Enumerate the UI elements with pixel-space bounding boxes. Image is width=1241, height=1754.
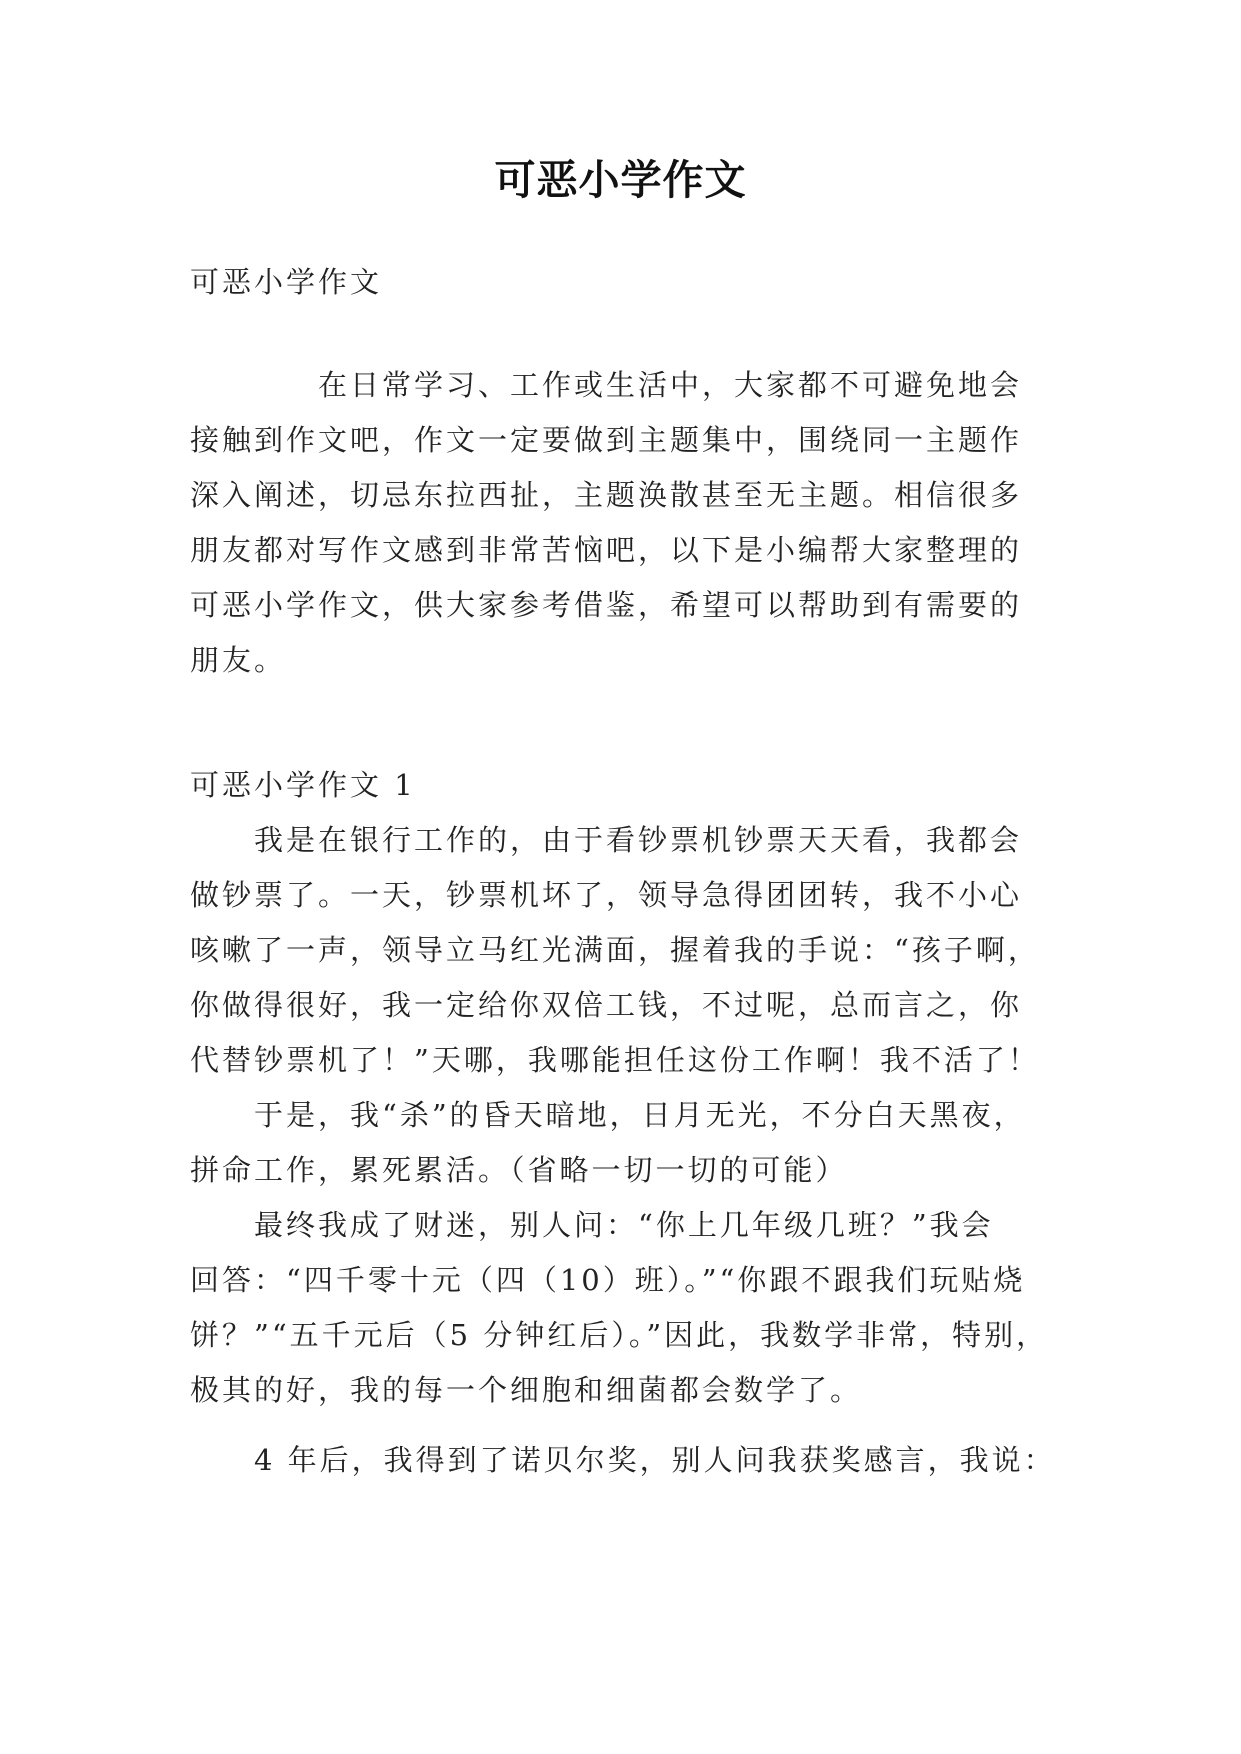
essay-paragraph-line: 回答：“四千零十元（四（10）班）。”“你跟不跟我们玩贴烧: [190, 1263, 1026, 1297]
intro-paragraph-line: 可恶小学作文，供大家参考借鉴，希望可以帮助到有需要的: [190, 588, 1023, 622]
essay-paragraph-line: 4 年后，我得到了诺贝尔奖，别人问我获奖感言，我说：: [190, 1443, 1056, 1477]
essay-paragraph-line: 代替钞票机了！”天哪，我哪能担任这份工作啊！我不活了！: [190, 1043, 1040, 1077]
essay-paragraph-line: 拼命工作，累死累活。（省略一切一切的可能）: [190, 1153, 848, 1187]
essay-paragraph-line: 咳嗽了一声，领导立马红光满面，握着我的手说：“孩子啊，: [190, 933, 1040, 967]
essay-paragraph-line: 极其的好，我的每一个细胞和细菌都会数学了。: [190, 1373, 863, 1407]
intro-paragraph-line: 深入阐述，切忌东拉西扯，主题涣散甚至无主题。相信很多: [190, 478, 1023, 512]
intro-paragraph-line: 朋友都对写作文感到非常苦恼吧，以下是小编帮大家整理的: [190, 533, 1023, 567]
essay-paragraph-line: 最终我成了财迷，别人问：“你上几年级几班？”我会: [190, 1208, 994, 1242]
essay-heading: 可恶小学作文 1: [190, 768, 416, 802]
section-heading: 可恶小学作文: [190, 265, 383, 299]
essay-paragraph-line: 做钞票了。一天，钞票机坏了，领导急得团团转，我不小心: [190, 878, 1023, 912]
essay-paragraph-line: 于是，我“杀”的昏天暗地，日月无光，不分白天黑夜，: [190, 1098, 1026, 1132]
intro-paragraph-line: 接触到作文吧，作文一定要做到主题集中，围绕同一主题作: [190, 423, 1023, 457]
document-title: 可恶小学作文: [494, 156, 747, 204]
intro-paragraph-line: 朋友。: [190, 643, 287, 677]
essay-paragraph-line: 饼？”“五千元后（5 分钟红后）。”因此，我数学非常，特别，: [190, 1318, 1049, 1352]
intro-paragraph-line: 在日常学习、工作或生活中，大家都不可避免地会: [190, 368, 1023, 402]
essay-paragraph-line: 你做得很好，我一定给你双倍工钱，不过呢，总而言之，你: [190, 988, 1023, 1022]
essay-paragraph-line: 我是在银行工作的，由于看钞票机钞票天天看，我都会: [190, 823, 1023, 857]
